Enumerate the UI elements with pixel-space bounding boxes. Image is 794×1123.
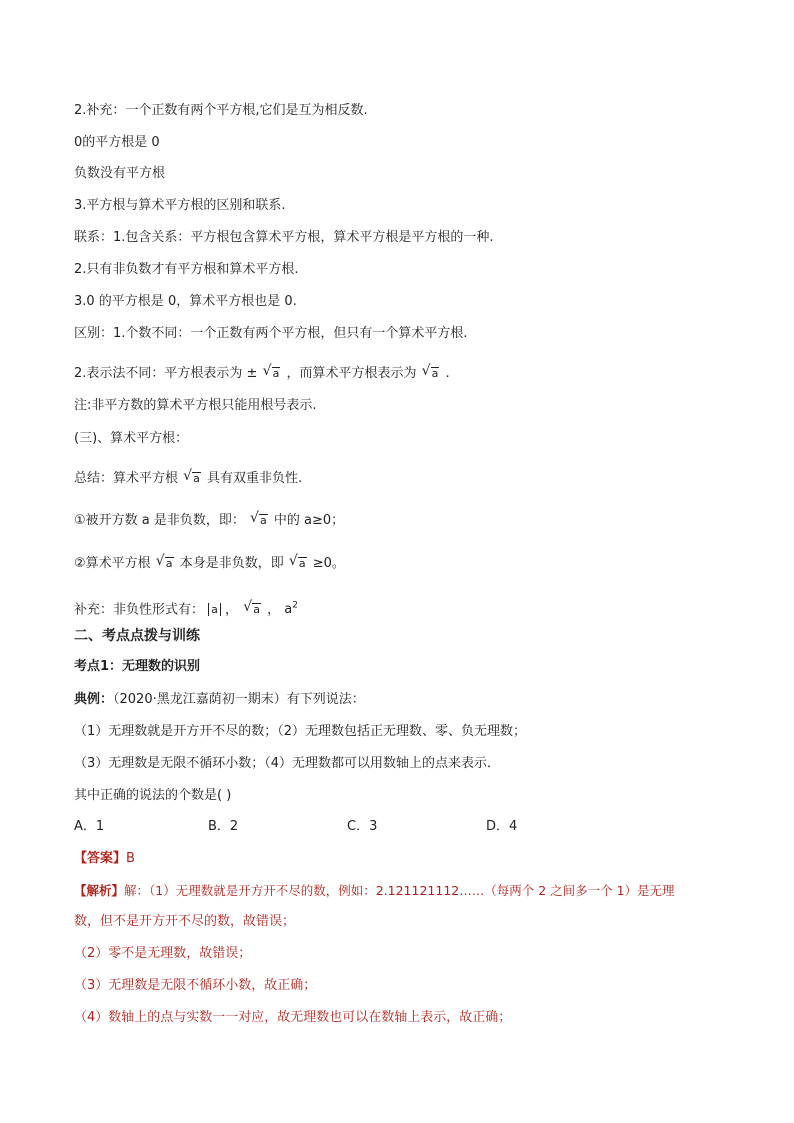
options-row — [74, 818, 714, 836]
text-line: (三)、算术平方根： — [74, 431, 189, 446]
text-fragment: ①被开方数 a 是非负数，即： — [74, 513, 245, 528]
sqrt-a — [264, 365, 281, 383]
text-fragment: . — [445, 366, 450, 381]
analysis-line: （4）数轴上的点与实数一一对应，故无理数也可以在数轴上表示，故正确； — [74, 1010, 512, 1025]
radicand: a — [253, 603, 260, 617]
text-fragment: 本身是非负数，即 — [179, 556, 284, 571]
statement-line: （1）无理数就是开方开不尽的数；（2）无理数包括正无理数、零、负无理数； — [74, 724, 527, 739]
point-title: 考点1：无理数的识别 — [74, 659, 201, 674]
plus-minus-sign: ± — [246, 366, 258, 381]
answer-value: B — [126, 851, 135, 866]
option-b: B．2 — [208, 819, 239, 834]
answer-label: 【答案】 — [74, 851, 127, 866]
text-line: 负数没有平方根 — [74, 166, 166, 181]
text-fragment: ②算术平方根 — [74, 556, 151, 571]
analysis-line: （3）无理数是无限不循环小数，故正确； — [74, 978, 317, 993]
text-line-summary — [74, 470, 302, 488]
analysis-line — [74, 882, 675, 900]
analysis-line: （2）零不是无理数，故错误； — [74, 946, 252, 961]
power-a-squared — [284, 602, 298, 617]
text-line: 联系：1.包含关系：平方根包含算术平方根，算术平方根是平方根的一种. — [74, 230, 494, 245]
text-line-nonneg-forms — [74, 597, 298, 619]
section-title: 二、考点点拨与训练 — [74, 628, 200, 644]
text-line: 注:非平方数的算术平方根只能用根号表示. — [74, 398, 317, 413]
text-fragment: ≥0。 — [312, 556, 345, 571]
text-line-property1 — [74, 512, 344, 530]
text-line: 区别：1.个数不同：一个正数有两个平方根，但只有一个算术平方根. — [74, 326, 468, 341]
text-fragment: 补充：非负性形式有： — [74, 602, 205, 618]
separator: ， — [225, 602, 239, 618]
analysis-line: 数，但不是开方开不尽的数，故错误； — [74, 914, 296, 929]
text-fragment: ，而算术平方根表示为 — [286, 366, 417, 381]
text-fragment: 具有双重非负性. — [207, 471, 303, 486]
example-line — [74, 691, 365, 709]
radicand: a — [298, 557, 306, 570]
sqrt-a — [290, 555, 307, 573]
absolute-value-a — [208, 603, 221, 616]
text-line-property2 — [74, 555, 345, 573]
example-source: （2020·黑龙江嘉荫初一期末）有下列说法： — [113, 692, 365, 707]
sqrt-a — [157, 555, 174, 573]
analysis-text: 解：（1）无理数就是开方开不尽的数，例如：2.121121112……（每两个 2 之间多一个 1）是无理 — [124, 883, 675, 898]
example-label: 典例： — [74, 692, 114, 707]
text-line: 0的平方根是 0 — [74, 135, 160, 150]
radicand: a — [272, 367, 280, 380]
analysis-label: 【解析】 — [74, 883, 125, 898]
sqrt-a — [423, 365, 440, 383]
text-fragment: 中的 a≥0； — [273, 513, 345, 528]
option-a: A．1 — [74, 819, 105, 834]
radicand: a — [193, 472, 200, 485]
text-line: 2.补充：一个正数有两个平方根,它们是互为相反数. — [74, 103, 368, 118]
pow-exp: 2 — [292, 601, 298, 611]
separator: ， — [267, 602, 281, 618]
option-c: C．3 — [347, 819, 378, 834]
text-line-notation — [74, 365, 450, 383]
radicand: a — [431, 367, 439, 380]
radicand: a — [165, 557, 173, 570]
text-line: 3.0 的平方根是 0，算术平方根也是 0. — [74, 294, 297, 309]
sqrt-a — [184, 470, 201, 488]
sqrt-a — [244, 601, 261, 619]
option-d: D．4 — [486, 819, 518, 834]
question-line: 其中正确的说法的个数是( ) — [74, 788, 232, 803]
pow-base: a — [284, 602, 293, 618]
text-line: 3.平方根与算术平方根的区别和联系. — [74, 198, 286, 213]
sqrt-a — [251, 512, 268, 530]
text-fragment: 总结：算术平方根 — [74, 471, 179, 486]
radicand: a — [260, 514, 267, 527]
text-line: 2.只有非负数才有平方根和算术平方根. — [74, 262, 299, 277]
statement-line: （3）无理数是无限不循环小数；（4）无理数都可以用数轴上的点来表示． — [74, 756, 501, 771]
abs-content: a — [211, 603, 218, 617]
text-fragment: 2.表示法不同：平方根表示为 — [74, 366, 243, 381]
answer-line — [74, 850, 135, 868]
